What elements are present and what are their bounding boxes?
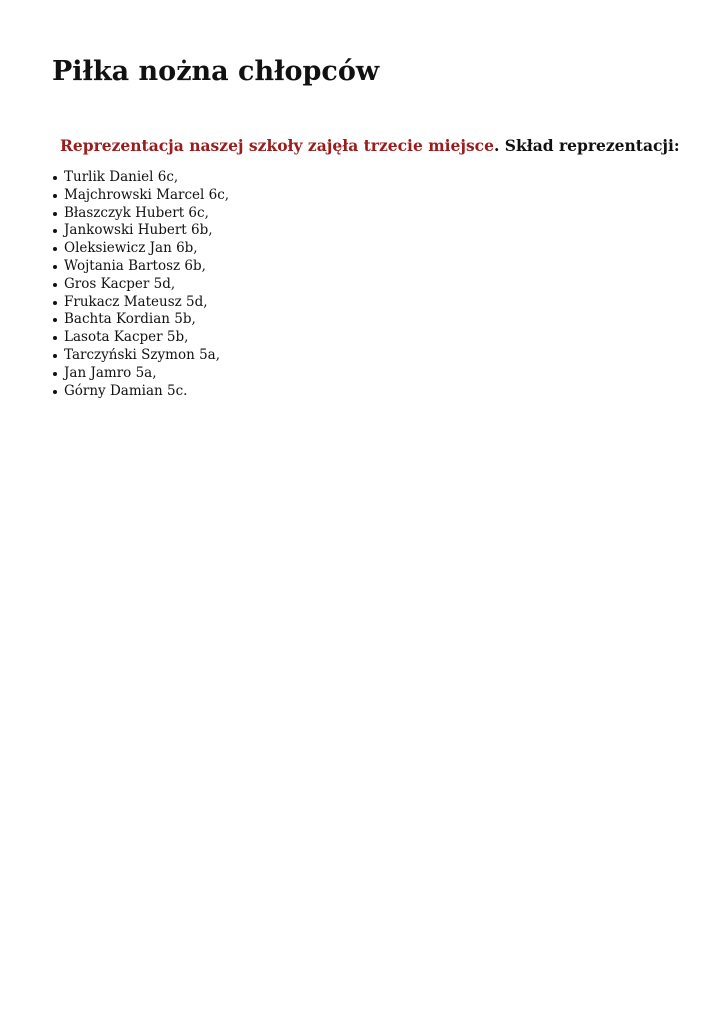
list-item bbox=[52, 169, 229, 187]
list-item bbox=[52, 347, 229, 365]
player-name: Jan Jamro 5a, bbox=[64, 364, 157, 381]
bullet-icon bbox=[53, 372, 57, 376]
list-item bbox=[52, 240, 229, 258]
player-name: Gros Kacper 5d, bbox=[64, 275, 176, 292]
bullet-icon bbox=[53, 229, 57, 233]
page-title: Piłka nożna chłopców bbox=[52, 56, 380, 87]
bullet-icon bbox=[53, 336, 57, 340]
list-item bbox=[52, 311, 229, 329]
list-item bbox=[52, 294, 229, 312]
player-list bbox=[52, 169, 229, 400]
list-item bbox=[52, 258, 229, 276]
list-item bbox=[52, 276, 229, 294]
player-name: Turlik Daniel 6c, bbox=[64, 169, 179, 185]
list-item bbox=[52, 187, 229, 205]
bullet-icon bbox=[53, 283, 57, 287]
player-name: Tarczyński Szymon 5a, bbox=[64, 346, 221, 363]
list-item bbox=[52, 222, 229, 240]
result-paragraph bbox=[60, 134, 680, 158]
bullet-icon bbox=[53, 301, 57, 305]
result-highlight: Reprezentacja naszej szkoły zajęła trzecie miejsce bbox=[60, 136, 494, 155]
list-item bbox=[52, 329, 229, 347]
player-name: Wojtania Bartosz 6b, bbox=[64, 257, 206, 274]
bullet-icon bbox=[53, 194, 57, 198]
player-name: Błaszczyk Hubert 6c, bbox=[64, 204, 209, 221]
player-name: Lasota Kacper 5b, bbox=[64, 329, 189, 346]
list-item bbox=[52, 383, 229, 401]
bullet-icon bbox=[53, 212, 57, 216]
player-name: Majchrowski Marcel 6c, bbox=[64, 186, 230, 203]
list-item bbox=[52, 365, 229, 383]
list-item bbox=[52, 205, 229, 223]
bullet-icon bbox=[53, 390, 57, 394]
bullet-icon bbox=[53, 318, 57, 322]
player-name: Górny Damian 5c. bbox=[64, 382, 188, 399]
player-name: Oleksiewicz Jan 6b, bbox=[64, 240, 198, 257]
player-name: Bachta Kordian 5b, bbox=[64, 311, 196, 328]
bullet-icon bbox=[53, 354, 57, 358]
player-name: Frukacz Mateusz 5d, bbox=[64, 293, 208, 310]
player-name: Jankowski Hubert 6b, bbox=[64, 222, 213, 239]
squad-intro: . Skład reprezentacji: bbox=[494, 136, 680, 155]
bullet-icon bbox=[53, 265, 57, 269]
bullet-icon bbox=[53, 176, 57, 180]
bullet-icon bbox=[53, 247, 57, 251]
